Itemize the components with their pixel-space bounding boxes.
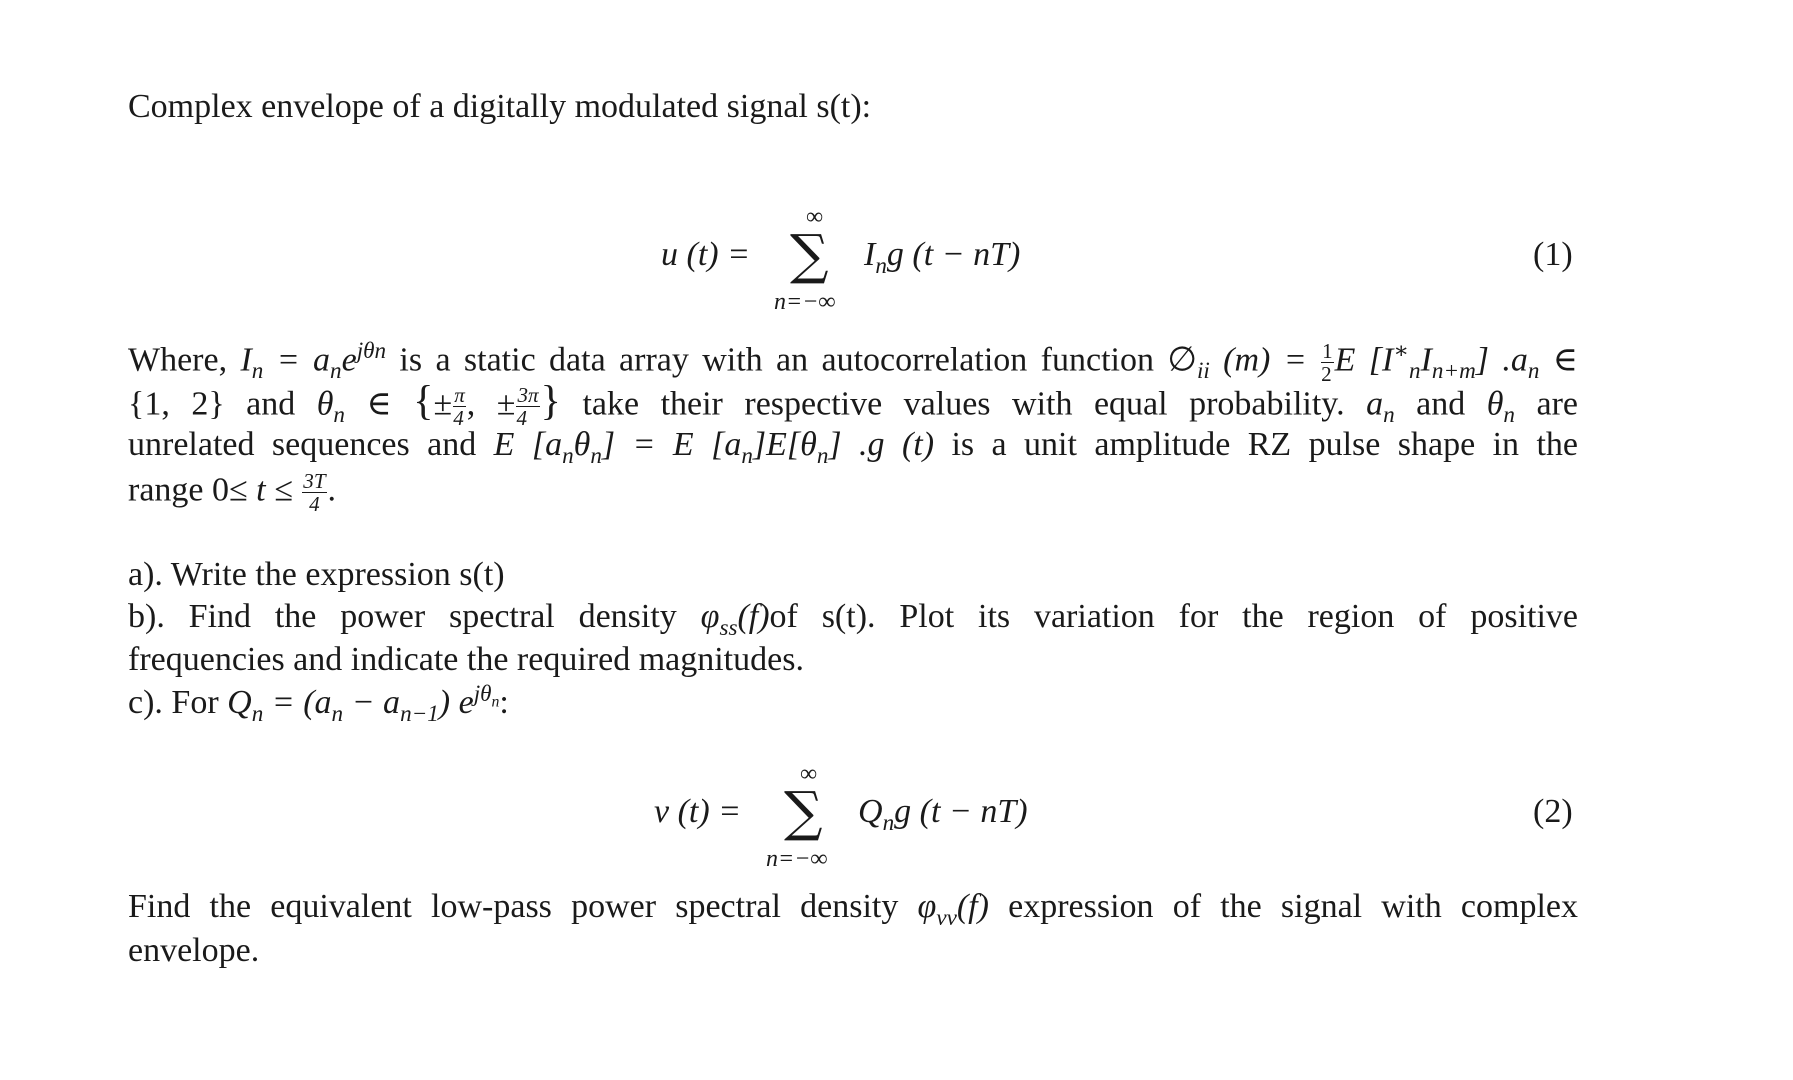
eq2-sum-lower: n=−∞: [766, 846, 828, 872]
eq2-number: (2): [1533, 793, 1573, 830]
question-c: c). For $Q_n = (a_n - a_{n-1})$ $e^{j\theta_n}$:: [128, 680, 509, 727]
eq1-sum-lower: n=−∞: [774, 289, 836, 315]
where-line-3: unrelated sequences and E $[a_n\theta_n] = E$ $[a_n]E[\theta_n]$ .g (t) is a unit amplitude RZ pulse shape in the: [128, 426, 1579, 469]
eq1-lhs: u (t) =: [661, 236, 751, 273]
eq1-sum-upper: ∞: [806, 204, 824, 230]
question-b-line-1: b). Find the power spectral density $\varphi_{ss}(f)of$ s(t). Plot its variation for the region of positive: [128, 598, 1579, 641]
3T-over-4-fraction: $\frac{3T}{4}$: [303, 469, 326, 517]
eq2-body: $Q_ng$ (t − nT): [858, 793, 1028, 836]
question-b-line-2: frequencies and indicate the required magnitudes.: [128, 641, 804, 678]
final-line-2: envelope.: [128, 932, 260, 969]
question-a: a). Write the expression s(t): [128, 556, 505, 593]
intro-text: Complex envelope of a digitally modulated signal s(t):: [128, 88, 872, 125]
3pi-over-4-fraction: $\frac{3\pi}{4}$: [516, 383, 539, 431]
where-line-1: Where, $I_n = a_ne^{j\theta n}$ is a static data array with an autocorrelation function $\emptyset_{ii}$ (m) = $\frac{1}{2}$ E $[I^∗_nI_{n+m}]$ $.a_n$ ∈: [128, 338, 1578, 387]
eq1-body: $I_ng$ (t − nT): [864, 236, 1021, 279]
final-line-1: Find the equivalent low-pass power spectral density $\varphi_{vv}(f)$ expression of the signal with complex: [128, 888, 1578, 931]
eq1-sigma-symbol: ∑: [790, 223, 829, 286]
where-line-4: range 0≤ t ≤ $\frac{3T}{4}$ .: [128, 469, 337, 517]
eq1-number: (1): [1533, 236, 1573, 273]
eq2-lhs: v (t) =: [654, 793, 742, 830]
pi-over-4-fraction: $\frac{\pi}{4}$: [453, 383, 465, 431]
eq2-sum-upper: ∞: [800, 761, 818, 787]
eq2-sigma-symbol: ∑: [784, 780, 823, 843]
half-fraction: $\frac{1}{2}$: [1321, 339, 1333, 387]
where-line-2: {1, 2} and $\theta_n$ ∈ {± $\frac{\pi}{4}$ , ± $\frac{3\pi}{4}$ } take their respective values with equal probability. $a_n$ and $\theta_n$ are: [128, 377, 1578, 431]
